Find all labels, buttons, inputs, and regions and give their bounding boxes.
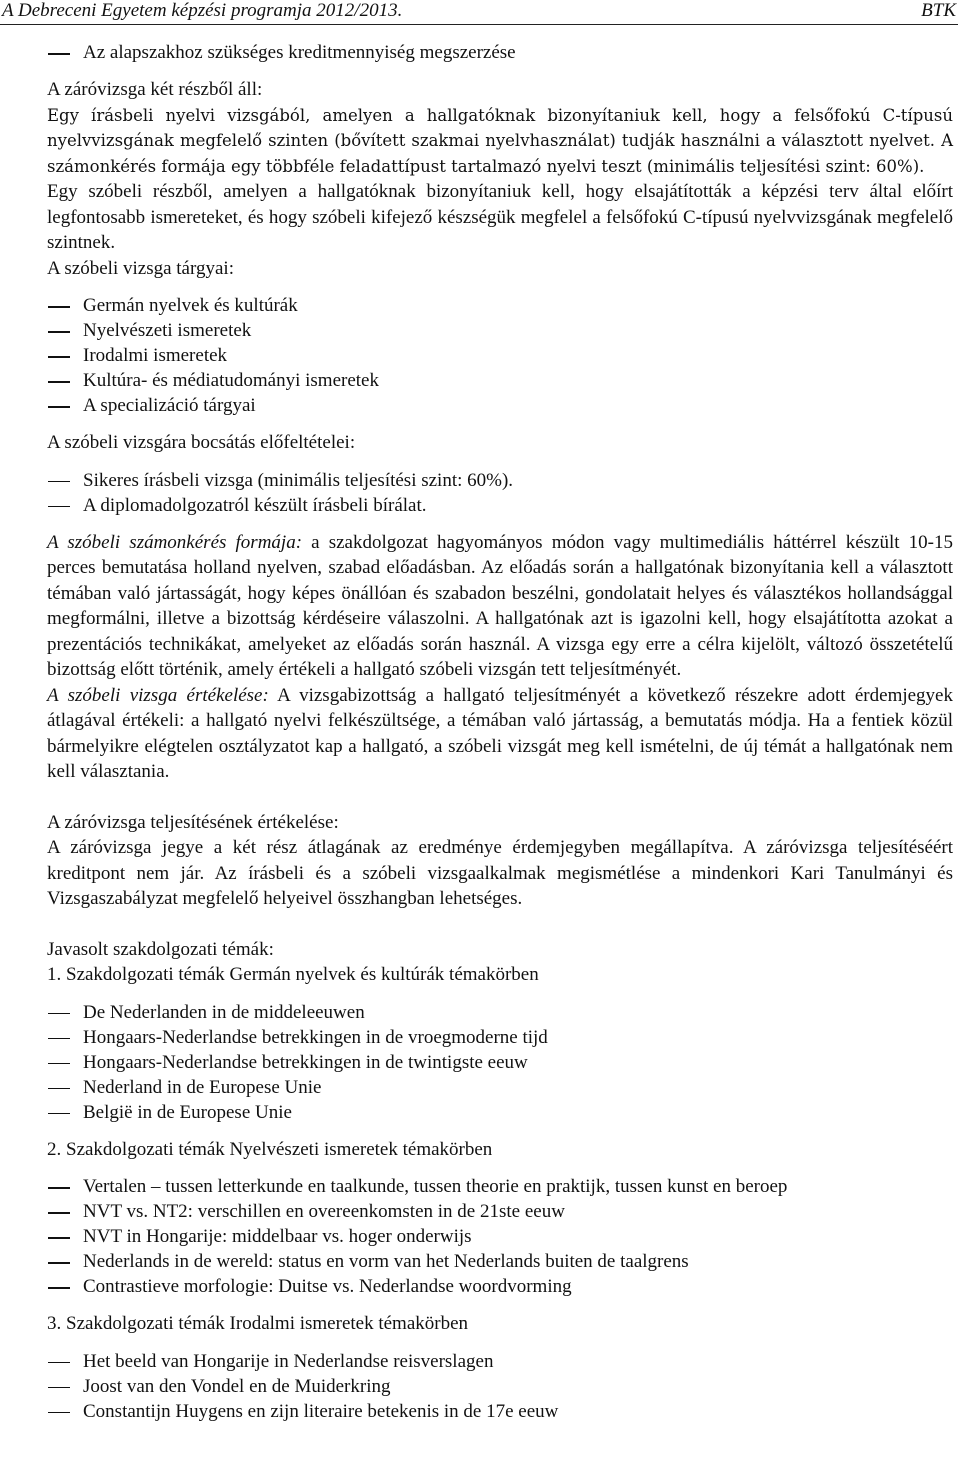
document-body (47, 40, 953, 1424)
topic-group-title: 1. Szakdolgozati témák Germán nyelvek és kultúrák témakörben (47, 964, 539, 985)
oral-subjects-list (47, 293, 953, 418)
list-item: Hongaars-Nederlandse betrekkingen in de twintigste eeuw (47, 1050, 953, 1075)
oral-format-text: a szakdolgozat hagyományos módon vagy multimediális háttérrel készült 10-15 perces bemutatása holland nyelven, szabad előadásban. Az előadás során a hallgatónak bizonyítania kell a választott témában való jártasságát, hogy képes önállóan és szabadon beszélni, gondolatait helyes és választékos hollandsággal megformálni, illetve a bizottság kérdéseire válaszolni. A hallgatónak azt is igazolni kell, hogy elsajátította azokat a prezentációs technikákat, amelyeket az előadás során használ. A vizsga egy erre a célra kijelölt, változó összetételű bizottság előtt történik, amely értékeli a hallgató szóbeli vizsgán tett teljesítményét. (47, 531, 953, 680)
prerequisites-list (47, 468, 953, 518)
requirement-item: Az alapszakhoz szükséges kreditmennyiség megszerzése (47, 40, 953, 65)
list-item: NVT vs. NT2: verschillen en overeenkomsten in de 21ste eeuw (47, 1199, 953, 1224)
list-item: Hongaars-Nederlandse betrekkingen in de vroegmoderne tijd (47, 1025, 953, 1050)
prerequisites-title: A szóbeli vizsgára bocsátás előfeltételei: (47, 432, 356, 453)
list-item: Nyelvészeti ismeretek (47, 318, 953, 343)
list-item: Contrastieve morfologie: Duitse vs. Nederlandse woordvorming (47, 1274, 953, 1299)
list-item: Vertalen – tussen letterkunde en taalkunde, tussen theorie en praktijk, tussen kunst en beroep (47, 1174, 953, 1199)
list-item: Nederland in de Europese Unie (47, 1075, 953, 1100)
list-item: Irodalmi ismeretek (47, 343, 953, 368)
topics-title: Javasolt szakdolgozati témák: (47, 938, 274, 960)
list-item: Sikeres írásbeli vizsga (minimális teljesítési szint: 60%). (47, 468, 953, 493)
list-item: A diplomadolgozatról készült írásbeli bírálat. (47, 493, 953, 518)
header-title: A Debreceni Egyetem képzési programja 2012/2013. (2, 0, 403, 21)
topic-group-title: 2. Szakdolgozati témák Nyelvészeti ismeretek témakörben (47, 1138, 493, 1160)
list-item: België in de Europese Unie (47, 1100, 953, 1125)
completion-text: A záróvizsga jegye a két rész átlagának az eredménye érdemjegyben megállapítva. A záróvizsga teljesítéséért kreditpont nem jár. Az írásbeli és a szóbeli vizsgaalkalmak megismétlése a mindenkori Kari Tanulmányi és Vizsgaszabályzat megfelelő helyeivel összhangban lehetséges. (47, 837, 953, 909)
oral-evaluation-text: A vizsgabizottság a hallgató teljesítményét a következő részekre adott érdemjegyek átlagával értékeli: a hallgató nyelvi felkészültsége, a témában való jártasság, a bemutatás módja. Ha a fentiek közül bármelyikre elégtelen osztályzatot kap a hallgató, a szóbeli vizsgát meg kell ismételni, de új témát a hallgatónak nem kell választania. (47, 684, 953, 782)
list-item: Nederlands in de wereld: status en vorm van het Nederlands buiten de taalgrens (47, 1249, 953, 1274)
list-item: Germán nyelvek és kultúrák (47, 293, 953, 318)
list-item: A specializáció tárgyai (47, 393, 953, 418)
topic-list (47, 1349, 953, 1424)
list-item: Het beeld van Hongarije in Nederlandse reisverslagen (47, 1349, 953, 1374)
oral-evaluation-paragraph (47, 683, 953, 785)
list-item: Kultúra- és médiatudományi ismeretek (47, 368, 953, 393)
oral-subjects-title: A szóbeli vizsga tárgyai: (47, 257, 234, 279)
topic-list (47, 1174, 953, 1299)
written-exam-paragraph: Egy írásbeli nyelvi vizsgából, amelyen a hallgatóknak bizonyítaniuk kell, hogy a felsőfokú C-típusú nyelvvizsgának megfelelő szinten (bővített szakmai nyelvhasználat) tudják használni a választott nyelvet. A számonkérés formája egy többféle feladattípust tartalmazó nyelvi teszt (minimális teljesítési szint: 60%). (47, 105, 953, 176)
list-item: De Nederlanden in de middeleeuwen (47, 1000, 953, 1025)
completion-title: A záróvizsga teljesítésének értékelése: (47, 811, 339, 833)
oral-exam-paragraph: Egy szóbeli részből, amelyen a hallgatóknak bizonyítaniuk kell, hogy elsajátították a képzési terv által előírt legfontosabb ismereteket, és hogy szóbeli kifejező készségük megfelel a felsőfokú C-típusú nyelvvizsgának megfelelő szintnek. (47, 181, 953, 253)
page-header (0, 0, 958, 25)
topic-group-title: 3. Szakdolgozati témák Irodalmi ismeretek témakörben (47, 1313, 469, 1334)
oral-format-label: A szóbeli számonkérés formája: (47, 531, 303, 553)
oral-format-paragraph (47, 530, 953, 683)
list-item: Joost van den Vondel en de Muiderkring (47, 1374, 953, 1399)
topic-list (47, 1000, 953, 1125)
list-item: Constantijn Huygens en zijn literaire betekenis in de 17e eeuw (47, 1399, 953, 1424)
list-item: NVT in Hongarije: middelbaar vs. hoger onderwijs (47, 1224, 953, 1249)
exam-intro: A záróvizsga két részből áll: (47, 79, 263, 100)
oral-evaluation-label: A szóbeli vizsga értékelése: (47, 684, 269, 706)
header-faculty: BTK (921, 0, 956, 21)
